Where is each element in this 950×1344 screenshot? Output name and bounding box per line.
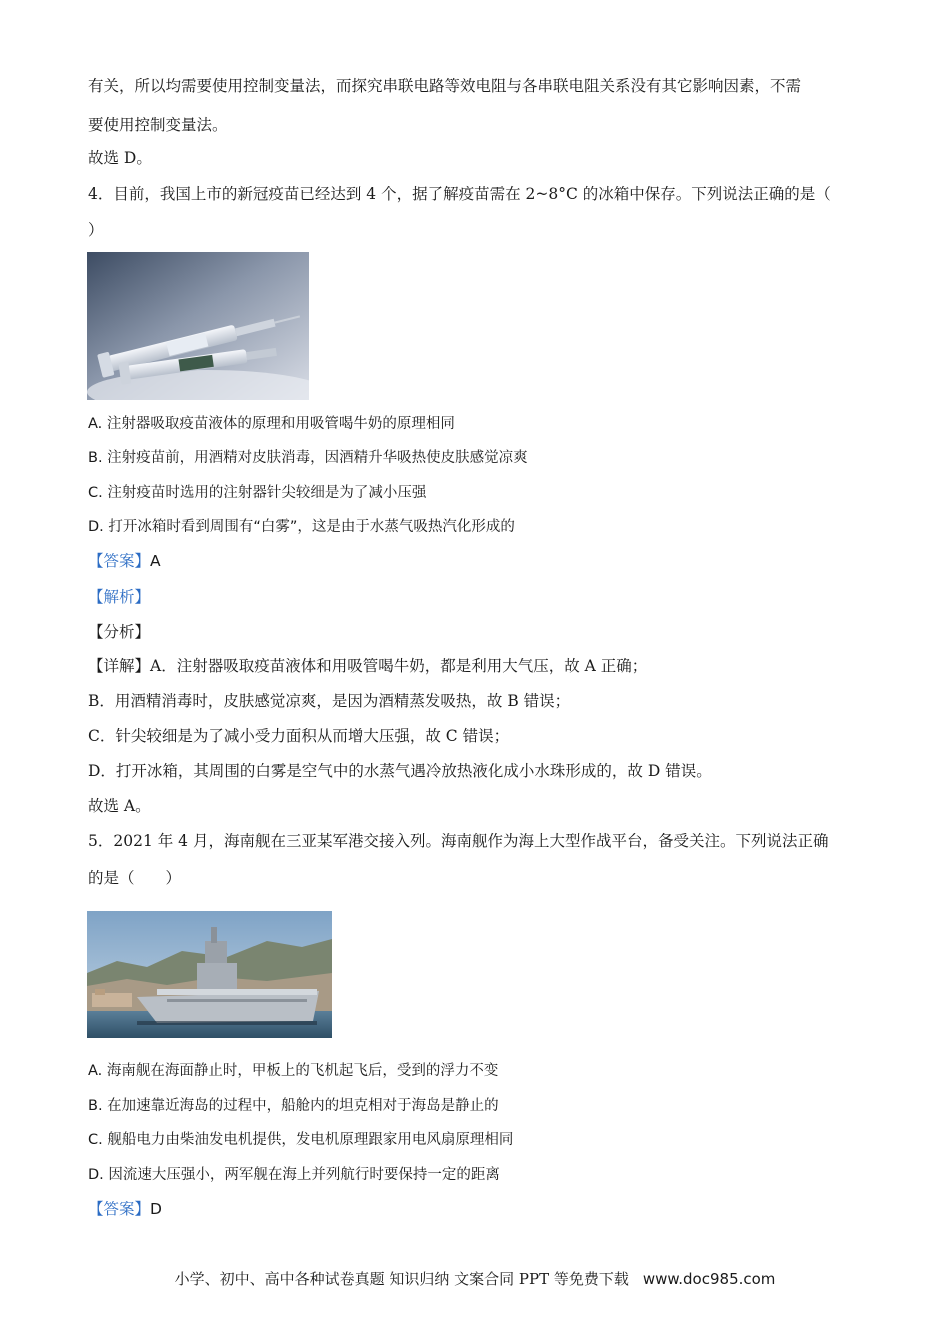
- question-5-stem: 5．2021 年 4 月，海南舰在三亚某军港交接入列。海南舰作为海上大型作战平台，备受关注。下列说法正确: [88, 832, 829, 850]
- q5-option-b: B. 在加速靠近海岛的过程中，船舱内的坦克相对于海岛是静止的: [88, 1098, 499, 1114]
- q4-detail-a: [88, 656, 647, 676]
- footer-url: www.doc985.com: [642, 1270, 776, 1288]
- q5-option-d: D. 因流速大压强小，两军舰在海上并列航行时要保持一定的距离: [88, 1167, 500, 1183]
- answer-value: A: [150, 552, 161, 570]
- question-4-stem-end: ）: [88, 221, 104, 239]
- q4-option-c: C. 注射疫苗时选用的注射器针尖较细是为了减小压强: [88, 485, 427, 501]
- q5-answer: [88, 1199, 162, 1219]
- question-5-stem-end: 的是（ ）: [88, 869, 182, 887]
- text-line: 要使用控制变量法。: [88, 116, 228, 134]
- syringe-photo: [87, 252, 309, 400]
- q4-option-d: D. 打开冰箱时看到周围有“白雾”，这是由于水蒸气吸热汽化形成的: [88, 519, 515, 535]
- detail-text: A．注射器吸取疫苗液体和用吸管喝牛奶，都是利用大气压，故 A 正确；: [150, 657, 648, 675]
- detail-tag: 【详解】: [88, 657, 151, 675]
- warship-photo: [87, 911, 332, 1038]
- page-footer: [0, 1268, 950, 1289]
- question-4-stem: 4．目前，我国上市的新冠疫苗已经达到 4 个，据了解疫苗需在 2~8°C 的冰箱中保存。下列说法正确的是（: [88, 185, 831, 203]
- q4-answer: [88, 551, 161, 571]
- q4-detail-b: B．用酒精消毒时，皮肤感觉凉爽，是因为酒精蒸发吸热，故 B 错误；: [88, 692, 571, 710]
- text-line: 有关，所以均需要使用控制变量法，而探究串联电路等效电阻与各串联电阻关系没有其它影响因素，不需: [88, 77, 802, 95]
- answer-value: D: [150, 1200, 162, 1218]
- text-line: 故选 D。: [88, 149, 152, 167]
- answer-tag: 【答案】: [88, 1200, 151, 1218]
- q4-option-a: A. 注射器吸取疫苗液体的原理和用吸管喝牛奶的原理相同: [88, 416, 455, 432]
- q4-detail-d: D．打开冰箱，其周围的白雾是空气中的水蒸气遇冷放热液化成小水珠形成的，故 D 错误。: [88, 762, 712, 780]
- q5-option-a: A. 海南舰在海面静止时，甲板上的飞机起飞后，受到的浮力不变: [88, 1063, 499, 1079]
- analysis-tag: 【解析】: [88, 588, 151, 606]
- q5-option-c: C. 舰船电力由柴油发电机提供，发电机原理跟家用电风扇原理相同: [88, 1132, 514, 1148]
- fenxi-tag: 【分析】: [88, 623, 151, 641]
- answer-tag: 【答案】: [88, 552, 151, 570]
- q4-detail-c: C．针尖较细是为了减小受力面积从而增大压强，故 C 错误；: [88, 727, 510, 745]
- q4-conclusion: 故选 A。: [88, 797, 151, 815]
- footer-text: 小学、初中、高中各种试卷真题 知识归纳 文案合同 PPT 等免费下载: [174, 1270, 629, 1288]
- q4-option-b: B. 注射疫苗前，用酒精对皮肤消毒，因酒精升华吸热使皮肤感觉凉爽: [88, 450, 528, 466]
